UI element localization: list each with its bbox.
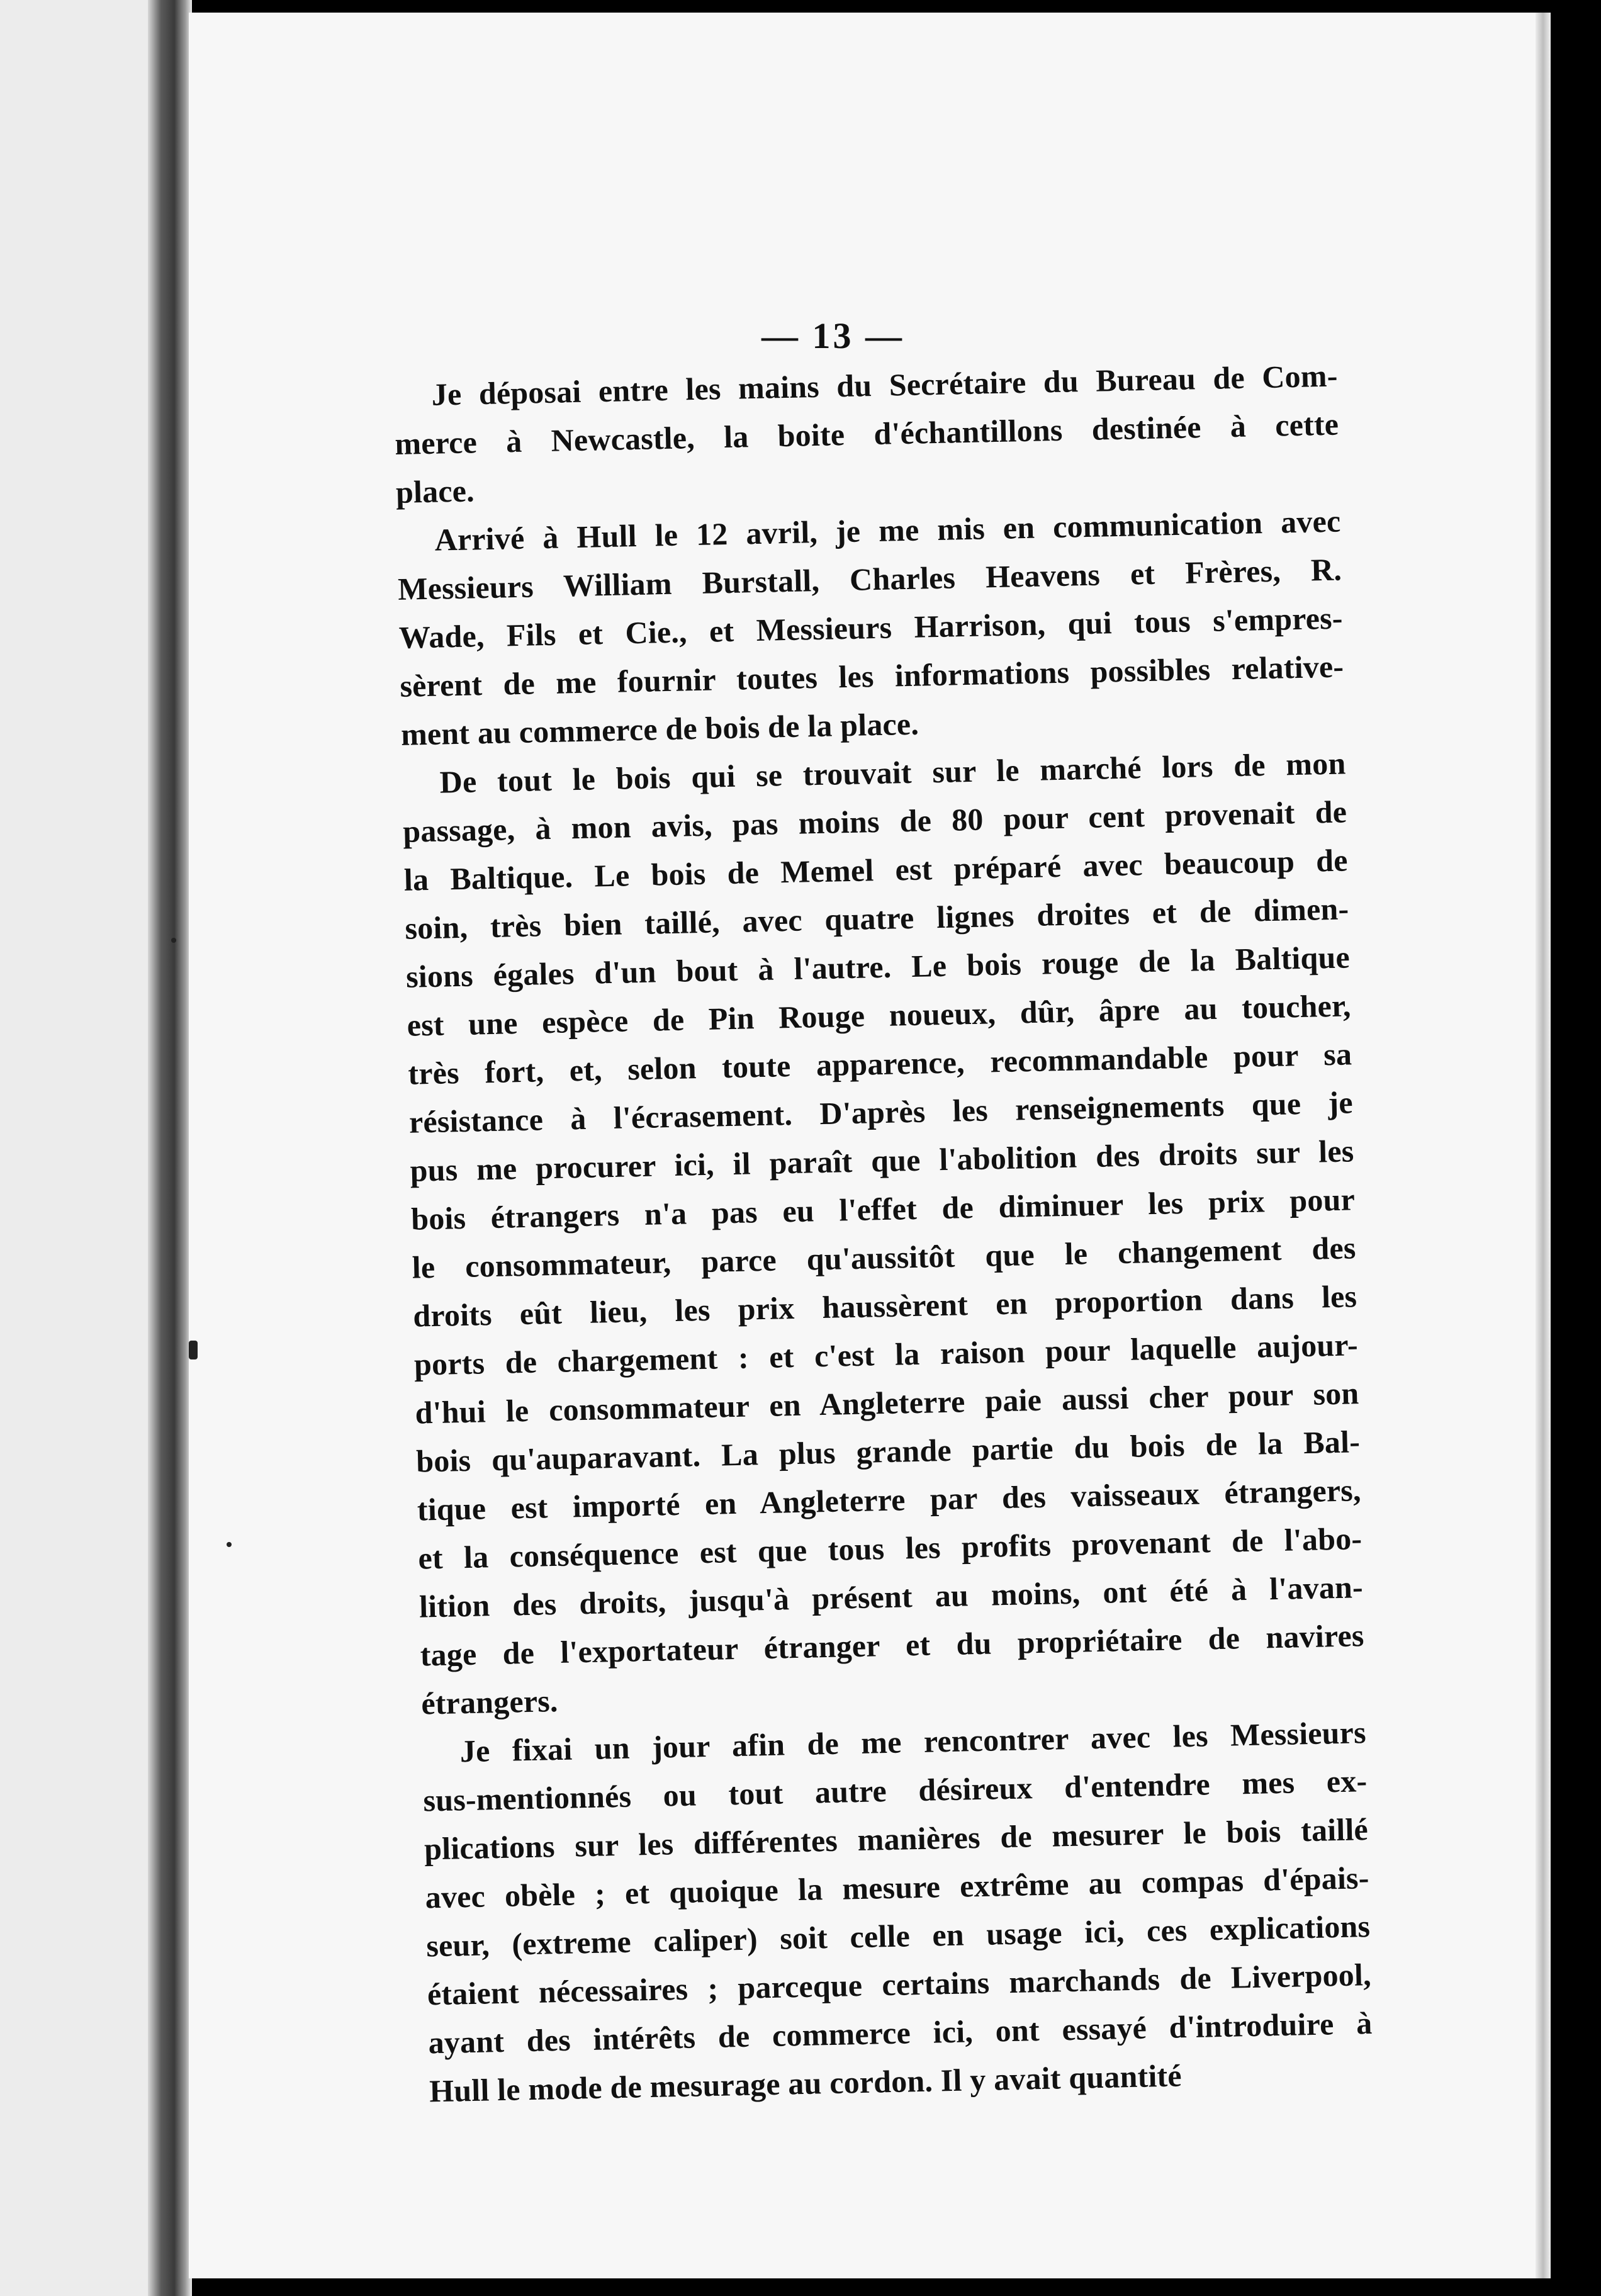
text-line: ment au commerce de bois de la place. <box>400 706 919 752</box>
text-line: d'hui le consommateur en Angleterre paie aussi cher pour son <box>415 1375 1359 1431</box>
text-line: bois qu'auparavant. La plus grande partie du bois de la Bal- <box>415 1424 1361 1479</box>
text-line: étrangers. <box>420 1682 559 1721</box>
text-line: tique est importé en Angleterre par des vaisseaux étrangers, <box>417 1472 1362 1528</box>
text-line: est une espèce de Pin Rouge noueux, dûr, âpre au toucher, <box>407 988 1352 1043</box>
text-line: lition des droits, jusqu'à présent au moins, ont été à l'avan- <box>419 1569 1364 1624</box>
text-line: Hull le mode de mesurage au cordon. Il y avait quantité <box>429 2057 1182 2109</box>
text-line: plications sur les différentes manières de mesurer le bois taillé <box>424 1811 1369 1867</box>
body-text <box>393 352 1374 2116</box>
text-line: seur, (extreme caliper) soit celle en usage ici, ces explications <box>425 1908 1371 1964</box>
text-line: la Baltique. Le bois de Memel est préparé avec beaucoup de <box>403 842 1349 898</box>
text-line: très fort, et, selon toute apparence, recommandable pour sa <box>407 1036 1352 1091</box>
ink-speck <box>189 1341 198 1359</box>
ink-speck <box>171 938 176 943</box>
text-line: le consommateur, parce qu'aussitôt que le changement des <box>412 1230 1357 1285</box>
gutter-shadow <box>148 0 192 2296</box>
text-line: étaient nécessaires ; parceque certains marchands de Liverpool, <box>427 1957 1372 2012</box>
text-line: résistance à l'écrasement. D'après les renseignements que je <box>408 1084 1354 1140</box>
text-line: droits eût lieu, les prix haussèrent en proportion dans les <box>412 1278 1357 1334</box>
ink-speck <box>227 1542 232 1547</box>
text-line: avec obèle ; et quoique la mesure extrême au compas d'épais- <box>425 1860 1370 1915</box>
text-line: ports de chargement : et c'est la raison pour laquelle aujour- <box>413 1327 1359 1382</box>
text-line: sions égales d'un bout à l'autre. Le bois rouge de la Baltique <box>405 939 1351 994</box>
text-line: Je fixai un jour afin de me rencontrer avec les Messieurs <box>459 1714 1367 1769</box>
text-line: tage de l'exportateur étranger et du propriétaire de navires <box>420 1618 1364 1673</box>
page-number: — 13 — <box>761 315 904 356</box>
text-line: passage, à mon avis, pas moins de 80 pour cent provenait de <box>402 794 1347 849</box>
text-line: soin, très bien taillé, avec quatre lignes droites et de dimen- <box>404 891 1349 946</box>
text-line: et la conséquence est que tous les profits provenant de l'abo- <box>417 1521 1362 1576</box>
text-line: Arrivé à Hull le 12 avril, je me mis en communication avec <box>434 503 1341 558</box>
text-line: place. <box>395 473 475 510</box>
text-line: merce à Newcastle, la boite d'échantillons destinée à cette <box>394 406 1339 461</box>
text-line: sus-mentionnés ou tout autre désireux d'entendre mes ex- <box>422 1763 1368 1818</box>
page-edge <box>1536 13 1551 2278</box>
text-line: De tout le bois qui se trouvait sur le marché lors de mon <box>439 745 1346 800</box>
text-line: Messieurs William Burstall, Charles Heavens et Frères, R. <box>397 551 1342 607</box>
facing-page <box>0 0 157 2296</box>
text-line: sèrent de me fournir toutes les informations possibles relative- <box>399 648 1344 704</box>
text-line: Wade, Fils et Cie., et Messieurs Harrison, qui tous s'empres- <box>398 600 1344 655</box>
text-line: bois étrangers n'a pas eu l'effet de diminuer les prix pour <box>410 1181 1356 1237</box>
text-line: ayant des intérêts de commerce ici, ont essayé d'introduire à <box>428 2005 1373 2061</box>
text-line: Je déposai entre les mains du Secrétaire du Bureau de Com- <box>431 357 1339 412</box>
text-line: pus me procurer ici, il paraît que l'abolition des droits sur les <box>410 1133 1354 1188</box>
